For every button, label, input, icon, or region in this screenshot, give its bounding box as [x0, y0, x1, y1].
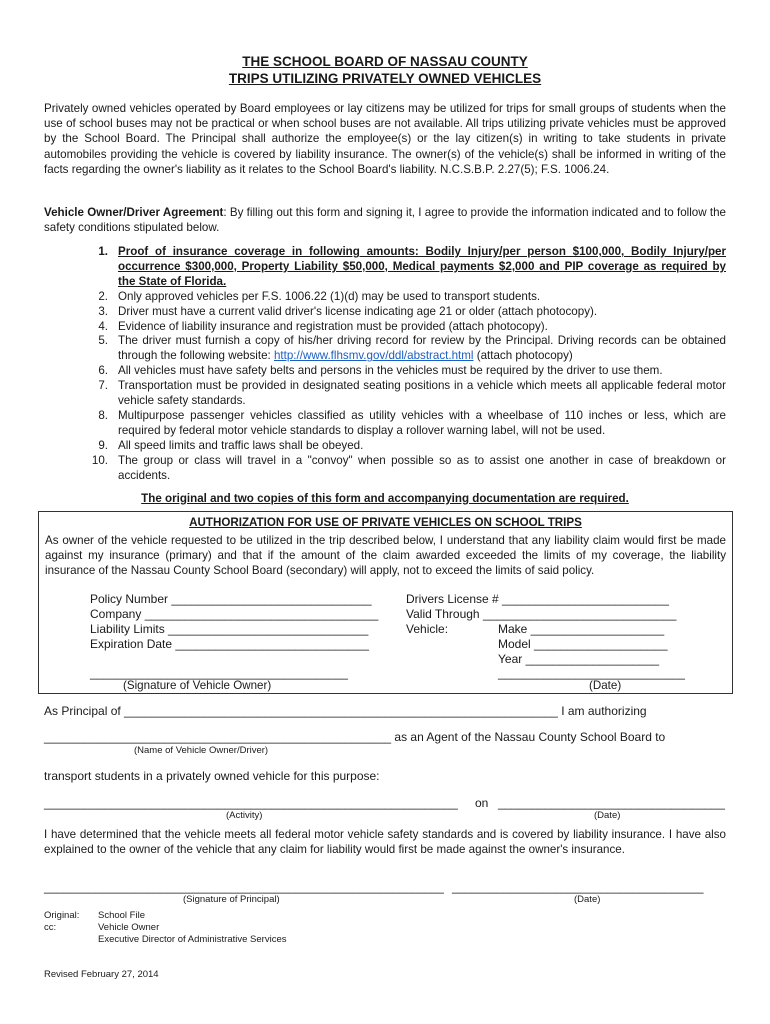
- activity-date-caption: (Date): [594, 810, 621, 821]
- owner-date-caption: (Date): [589, 679, 622, 692]
- policy-number-field[interactable]: Policy Number ______________________________: [90, 592, 372, 606]
- list-item: 8. Multipurpose passenger vehicles classified as utility vehicles with a wheelbase of 110 inches or less, which are required by federal motor vehicle standards to display a rollover warning label, will not be used.: [98, 408, 726, 437]
- year-field[interactable]: Year ____________________: [498, 652, 660, 666]
- authorization-box: [38, 511, 733, 694]
- model-field[interactable]: Model ____________________: [498, 637, 668, 651]
- recipient-executive-director: Executive Director of Administrative Services: [98, 934, 287, 945]
- copies-required-note: The original and two copies of this form and accompanying documentation are required.: [141, 492, 629, 505]
- cc-label: cc:: [44, 922, 57, 933]
- list-item: 7. Transportation must be provided in designated seating positions in a vehicle which meets all applicable federal motor vehicle safety standards.: [98, 379, 726, 408]
- principal-date-line[interactable]: _______________________________________: [452, 881, 704, 894]
- revision-date: Revised February 27, 2014: [44, 969, 159, 980]
- make-field[interactable]: Make ____________________: [498, 622, 665, 636]
- principal-signature-line[interactable]: ______________________________________________________________: [44, 881, 444, 894]
- document-title: THE SCHOOL BOARD OF NASSAU COUNTY: [242, 54, 528, 69]
- owner-name-caption: (Name of Vehicle Owner/Driver): [134, 745, 269, 756]
- school-name-field[interactable]: _________________________________________________________________: [124, 704, 558, 718]
- activity-date-field[interactable]: __________________________________: [498, 796, 725, 810]
- agreement-label: Vehicle Owner/Driver Agreement: [44, 206, 224, 219]
- list-item: 9. All speed limits and traffic laws shall be obeyed.: [98, 438, 364, 452]
- recipient-school-file: School File: [98, 910, 145, 921]
- purpose-text: transport students in a privately owned vehicle for this purpose:: [44, 769, 380, 783]
- recipient-vehicle-owner: Vehicle Owner: [98, 922, 160, 933]
- document-subtitle: TRIPS UTILIZING PRIVATELY OWNED VEHICLES: [228, 71, 542, 86]
- principal-line: As Principal of _________________________________________________________________ I am authorizing: [44, 704, 647, 718]
- company-field[interactable]: Company ___________________________________: [90, 607, 379, 621]
- list-item: 2. Only approved vehicles per F.S. 1006.22 (1)(d) may be used to transport students.: [98, 289, 541, 303]
- owner-signature-caption: (Signature of Vehicle Owner): [123, 679, 272, 692]
- driving-record-link[interactable]: http://www.flhsmv.gov/ddl/abstract.html: [273, 349, 474, 363]
- owner-date-line[interactable]: _____________________________: [498, 667, 685, 680]
- agreement-text: : By filling out this form and signing it, I agree to provide the information indicated and to follow the safety conditions stipulated below.: [44, 206, 726, 235]
- drivers-license-field[interactable]: Drivers License # _________________________: [406, 592, 669, 606]
- intro-paragraph: Privately owned vehicles operated by Board employees or lay citizens may be utilized for trips for small groups of students when the use of school buses may not be practical or when school buses are not available. All trips utilizing private vehicles must be approved by the School Board. The Principal shall authorize the employee(s) or the lay citizen(s) in writing to take students in private automobiles providing the vehicle is covered by liability insurance. The owner(s) of the vehicle(s) shall be informed in writing of the facts regarding the owner's liability as it relates to the School Board's liability. N.C.S.B.P. 2.27(5); F.S. 1006.24.: [44, 102, 726, 176]
- liability-limits-field[interactable]: Liability Limits ______________________________: [90, 622, 369, 636]
- vehicle-label: Vehicle:: [406, 622, 449, 636]
- list-item: 3. Driver must have a current valid driver's license indicating age 21 or older (attach photocopy).: [98, 304, 598, 318]
- list-item: 1. Proof of insurance coverage in following amounts: Bodily Injury/per person $100,000, Bodily Injury/per occurrence $300,000, Property Liability $50,000, Medical payments $2,000 and PIP coverage as required by the State of Florida.: [98, 245, 726, 288]
- authorization-title: AUTHORIZATION FOR USE OF PRIVATE VEHICLES ON SCHOOL TRIPS: [189, 516, 582, 529]
- list-item: 6. All vehicles must have safety belts and persons in the vehicles must be required by the driver to use them.: [98, 364, 663, 378]
- original-label: Original:: [44, 910, 80, 921]
- authorization-text: As owner of the vehicle requested to be utilized in the trip described below, I understand that any liability claim would first be made against my insurance (primary) and that if the amount of the claim awarded exceeded the limits of my coverage, the liability insurance of the Nassau County School Board (secondary) will apply, not to exceed the limits of said policy.: [45, 534, 726, 578]
- principal-signature-caption: (Signature of Principal): [183, 894, 280, 905]
- expiration-date-field[interactable]: Expiration Date _____________________________: [90, 637, 369, 651]
- agreement-paragraph: [44, 205, 726, 235]
- list-item: 10. The group or class will travel in a "convoy" when possible so as to assist one another in case of breakdown or accidents.: [91, 453, 726, 482]
- on-label: on: [475, 796, 489, 810]
- valid-through-field[interactable]: Valid Through _____________________________: [406, 607, 677, 621]
- owner-name-field[interactable]: ____________________________________________________: [44, 730, 392, 744]
- conditions-list: [84, 245, 726, 484]
- determination-paragraph: I have determined that the vehicle meets all federal motor vehicle safety standards and is covered by liability insurance. I have also explained to the owner of the vehicle that any claim for liability would first be made against the owner's insurance.: [44, 828, 726, 857]
- activity-caption: (Activity): [226, 810, 263, 821]
- list-item: 5. The driver must furnish a copy of his/her driving record for review by the Principal. Driving records can be obtained through the following website: http://www.flhsmv.gov/ddl/abstract.html (attach photocopy): [98, 334, 726, 363]
- owner-signature-line[interactable]: ________________________________________: [90, 667, 348, 680]
- principal-date-caption: (Date): [574, 894, 601, 905]
- activity-field[interactable]: ______________________________________________________________: [44, 796, 458, 810]
- list-item: 4. Evidence of liability insurance and registration must be provided (attach photocopy).: [98, 319, 548, 333]
- agent-line: ____________________________________________________ as an Agent of the Nassau County School Board to: [44, 730, 666, 744]
